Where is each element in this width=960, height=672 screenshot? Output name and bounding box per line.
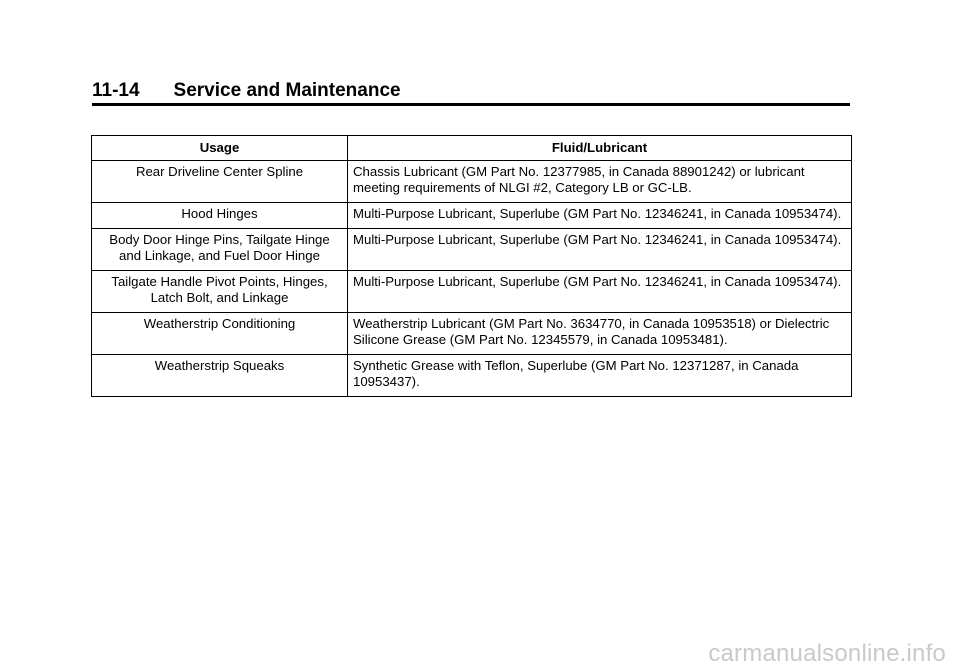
table-row bbox=[92, 161, 852, 203]
table-row bbox=[92, 313, 852, 355]
fluid-cell: Weatherstrip Lubricant (GM Part No. 3634770, in Canada 10953518) or Dielectric Silicone Grease (GM Part No. 12345579, in Canada 10953481). bbox=[348, 313, 852, 355]
table-row bbox=[92, 355, 852, 397]
lubricant-table-container bbox=[91, 135, 851, 397]
fluid-cell: Multi-Purpose Lubricant, Superlube (GM Part No. 12346241, in Canada 10953474). bbox=[348, 229, 852, 271]
table-row bbox=[92, 229, 852, 271]
lubricant-table bbox=[91, 135, 852, 397]
page-number: 11-14 bbox=[92, 80, 140, 101]
page-header bbox=[92, 80, 850, 106]
fluid-cell: Multi-Purpose Lubricant, Superlube (GM Part No. 12346241, in Canada 10953474). bbox=[348, 203, 852, 229]
fluid-cell: Synthetic Grease with Teflon, Superlube (GM Part No. 12371287, in Canada 10953437). bbox=[348, 355, 852, 397]
table-row bbox=[92, 271, 852, 313]
table-row bbox=[92, 203, 852, 229]
usage-cell: Rear Driveline Center Spline bbox=[92, 161, 348, 203]
usage-cell: Tailgate Handle Pivot Points, Hinges, Latch Bolt, and Linkage bbox=[92, 271, 348, 313]
column-header-usage: Usage bbox=[92, 136, 348, 161]
usage-cell: Weatherstrip Conditioning bbox=[92, 313, 348, 355]
fluid-cell: Multi-Purpose Lubricant, Superlube (GM Part No. 12346241, in Canada 10953474). bbox=[348, 271, 852, 313]
table-header-row bbox=[92, 136, 852, 161]
fluid-cell: Chassis Lubricant (GM Part No. 12377985, in Canada 88901242) or lubricant meeting requirements of NLGI #2, Category LB or GC-LB. bbox=[348, 161, 852, 203]
section-title: Service and Maintenance bbox=[173, 80, 401, 101]
watermark: carmanualsonline.info bbox=[708, 640, 946, 667]
usage-cell: Weatherstrip Squeaks bbox=[92, 355, 348, 397]
usage-cell: Hood Hinges bbox=[92, 203, 348, 229]
column-header-fluid: Fluid/Lubricant bbox=[348, 136, 852, 161]
usage-cell: Body Door Hinge Pins, Tailgate Hinge and Linkage, and Fuel Door Hinge bbox=[92, 229, 348, 271]
